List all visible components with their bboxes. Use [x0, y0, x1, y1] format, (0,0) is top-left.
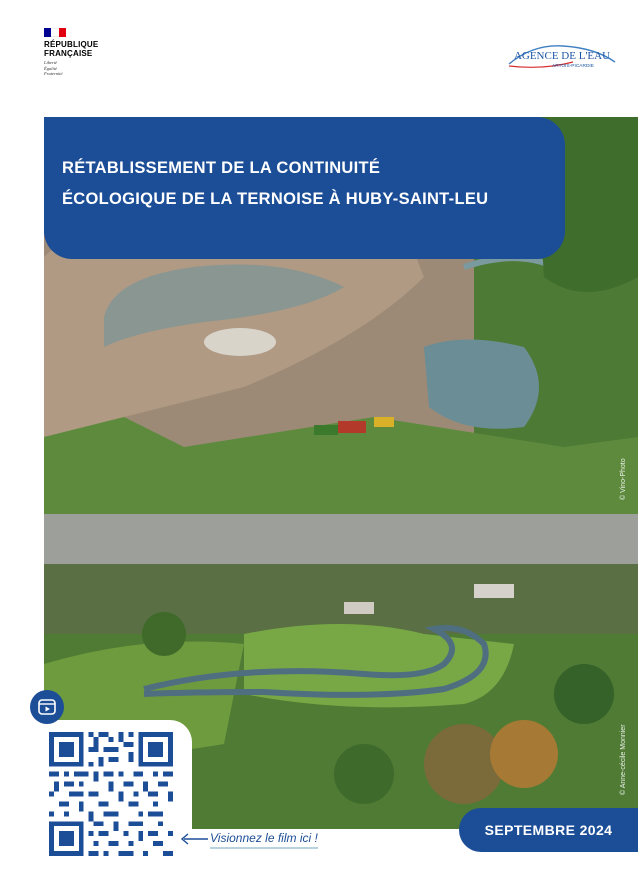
rf-motto-1: Liberté: [44, 60, 57, 65]
title-line-2: ÉCOLOGIQUE DE LA TERNOISE À HUBY-SAINT-LEU: [62, 190, 489, 208]
agency-name: AGENCE DE L'EAU: [513, 50, 611, 62]
date-text: SEPTEMBRE 2024: [484, 822, 613, 838]
french-flag-icon: [44, 28, 66, 37]
rf-motto-2: Égalité: [44, 65, 57, 71]
republique-francaise-logo: [44, 28, 134, 77]
date-badge: [459, 808, 638, 852]
video-play-icon[interactable]: [30, 690, 64, 724]
title-line-1: RÉTABLISSEMENT DE LA CONTINUITÉ: [62, 159, 381, 177]
rf-motto-3: Fraternité: [44, 71, 63, 76]
rf-name-line2: FRANÇAISE: [44, 49, 93, 58]
agence-de-leau-logo: [503, 40, 621, 80]
rf-name-line1: RÉPUBLIQUE: [44, 40, 99, 49]
arrow-left-icon: [180, 833, 208, 845]
qr-code[interactable]: [49, 732, 173, 856]
watch-film-link[interactable]: Visionnez le film ici !: [210, 831, 318, 849]
photo-credit-bottom: © Anne-cécile Monnier: [620, 724, 627, 795]
agency-region: ARTOIS-PICARDIE: [552, 64, 594, 69]
rf-motto: [44, 60, 134, 77]
photo-credit-top: © Vino-Photo: [620, 458, 627, 500]
title-banner: [44, 117, 565, 259]
